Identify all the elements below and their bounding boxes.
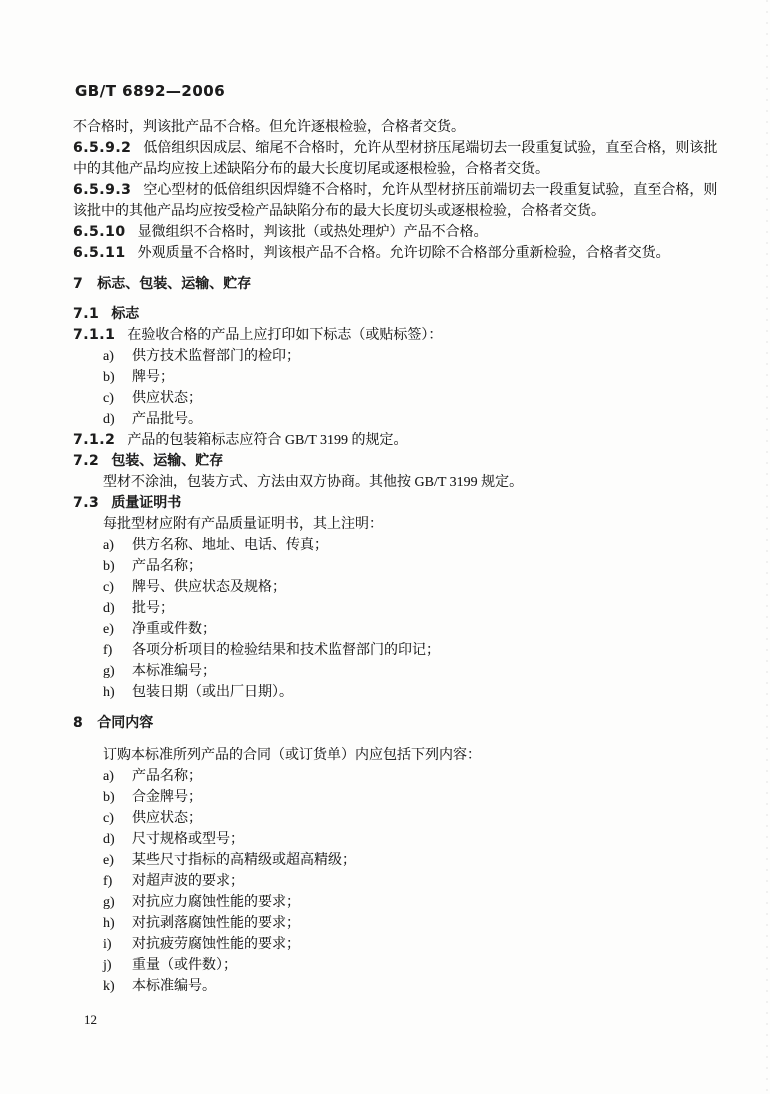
indented-paragraph [103,472,723,493]
line-text: 本标准编号； [132,664,216,679]
item-letter: g) [103,664,115,679]
clause-number: 7.1.1 [73,327,116,343]
item-letter: f) [103,874,113,889]
item-letter: b) [103,370,115,385]
line-text: 对超声波的要求； [132,874,244,889]
section-heading [73,713,723,734]
page-number: 12 [84,1012,97,1027]
line-text: 质量证明书 [111,496,182,511]
line-text: 对抗疲劳腐蚀性能的要求； [132,937,300,952]
line-text: 标志 [111,307,140,322]
line-text: 在验收合格的产品上应打印如下标志（或贴标签）： [127,328,443,343]
line-text: 批号； [132,601,174,616]
item-letter: a) [103,349,114,364]
item-letter: c) [103,391,114,406]
line-text: 订购本标准所列产品的合同（或订货单）内应包括下列内容： [103,748,481,763]
line-text: 包装、运输、贮存 [111,454,224,469]
list-item [103,598,723,619]
line-text: 合金牌号； [132,790,202,805]
clause-line [73,325,723,346]
item-letter: c) [103,811,114,826]
section-heading [73,274,723,295]
line-text: 包装日期（或出厂日期）。 [132,685,293,700]
clause-number: 7.3 [73,495,100,511]
line-text: 低倍组织因成层、缩尾不合格时，允许从型材挤压尾端切去一段重复试验，直至合格，则该批 [143,141,718,156]
item-letter: d) [103,601,115,616]
clause-number: 7 [73,276,84,292]
clause-number: 6.5.9.3 [73,182,132,198]
line-text: 本标准编号。 [132,979,216,994]
item-letter: e) [103,853,114,868]
list-item [103,787,723,808]
line-text: 对抗应力腐蚀性能的要求； [132,895,300,910]
item-letter: d) [103,832,115,847]
line-text: 供方名称、地址、电话、传真； [132,538,328,553]
list-item [103,556,723,577]
line-text: 牌号； [132,370,174,385]
list-item [103,976,723,997]
clause-number: 7.1.2 [73,432,116,448]
list-item [103,913,723,934]
item-letter: h) [103,685,115,700]
line-text: 外观质量不合格时，判该根产品不合格。允许切除不合格部分重新检验，合格者交货。 [137,246,670,261]
clause-line [73,430,723,451]
line-text: 某些尺寸指标的高精级或超高精级； [132,853,356,868]
line-text: 产品名称； [132,559,202,574]
list-item [103,661,723,682]
line-text: 中的其他产品均应按上述缺陷分布的最大长度切尾或逐根检验，合格者交货。 [73,162,549,177]
item-letter: g) [103,895,115,910]
line-text: 产品的包装箱标志应符合 GB/T 3199 的规定。 [127,433,408,448]
clause-number: 8 [73,715,84,731]
list-item [103,640,723,661]
item-letter: e) [103,622,114,637]
paragraph-line [73,159,723,180]
clause-line [73,222,723,243]
item-letter: b) [103,790,115,805]
clause-number: 7.1 [73,306,100,322]
line-text: 显微组织不合格时，判该批（或热处理炉）产品不合格。 [137,225,488,240]
list-item [103,577,723,598]
standard-number-header: GB/T 6892—2006 [75,82,226,100]
line-text: 每批型材应附有产品质量证明书，其上注明： [103,517,383,532]
line-text: 合同内容 [97,716,154,731]
line-text: 各项分析项目的检验结果和技术监督部门的印记； [132,643,440,658]
line-text: 型材不涂油，包装方式、方法由双方协商。其他按 GB/T 3199 规定。 [103,475,524,490]
line-text: 空心型材的低倍组织因焊缝不合格时，允许从型材挤压前端切去一段重复试验，直至合格，则 [143,183,718,198]
line-text: 产品批号。 [132,412,202,427]
list-item [103,619,723,640]
line-text: 对抗剥落腐蚀性能的要求； [132,916,300,931]
line-text: 尺寸规格或型号； [132,832,244,847]
indented-paragraph [103,745,723,766]
item-letter: d) [103,412,115,427]
line-text: 牌号、供应状态及规格； [132,580,286,595]
list-item [103,850,723,871]
list-item [103,829,723,850]
item-letter: a) [103,769,114,784]
line-text: 不合格时，判该批产品不合格。但允许逐根检验，合格者交货。 [73,120,465,135]
item-letter: b) [103,559,115,574]
list-item [103,934,723,955]
line-text: 重量（或件数）； [132,958,237,973]
clause-line [73,180,723,201]
line-text: 产品名称； [132,769,202,784]
item-letter: h) [103,916,115,931]
line-text: 供方技术监督部门的检印； [132,349,300,364]
paragraph-line [73,117,723,138]
list-item [103,955,723,976]
subsection-heading [73,451,723,472]
item-letter: i) [103,937,112,952]
item-letter: j) [103,958,112,973]
item-letter: k) [103,979,115,994]
clause-number: 6.5.11 [73,245,126,261]
list-item [103,808,723,829]
list-item [103,367,723,388]
clause-line [73,243,723,264]
clause-number: 6.5.9.2 [73,140,132,156]
paragraph-line [73,201,723,222]
clause-number: 6.5.10 [73,224,126,240]
line-text: 标志、包装、运输、贮存 [97,277,252,292]
list-item [103,766,723,787]
list-item [103,871,723,892]
item-letter: f) [103,643,113,658]
line-text: 供应状态； [132,391,202,406]
list-item [103,388,723,409]
subsection-heading [73,304,723,325]
item-letter: c) [103,580,114,595]
line-text: 供应状态； [132,811,202,826]
document-body [73,117,723,997]
list-item [103,535,723,556]
indented-paragraph [103,514,723,535]
subsection-heading [73,493,723,514]
line-text: 净重或件数； [132,622,216,637]
clause-line [73,138,723,159]
list-item [103,409,723,430]
item-letter: a) [103,538,114,553]
clause-number: 7.2 [73,453,100,469]
list-item [103,892,723,913]
line-text: 该批中的其他产品均应按受检产品缺陷分布的最大长度切头或逐根检验，合格者交货。 [73,204,605,219]
list-item [103,682,723,703]
list-item [103,346,723,367]
